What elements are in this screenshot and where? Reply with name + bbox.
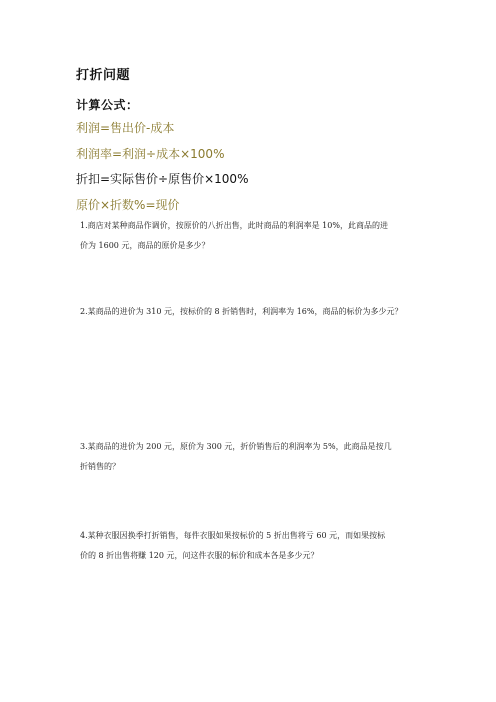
- problem-3-line-1: 3.某商品的进价为 200 元，原价为 300 元，折价销售后的利润率为 5%，此商品是按几: [80, 442, 392, 451]
- problem-4: [80, 526, 425, 566]
- problem-4-line-1: 4.某种衣服因换季打折销售，每件衣服如果按标价的 5 折出售将亏 60 元，而如果按标: [80, 531, 386, 540]
- problem-1: [80, 216, 425, 256]
- problem-2-line-1: 2.某商品的进价为 310 元，按标价的 8 折销售时，利润率为 16%，商品的标价为多少元？: [80, 307, 403, 316]
- problem-1-line-1: 1.商店对某种商品作调价，按原价的八折出售，此时商品的利润率是 10%，此商品的进: [80, 221, 388, 230]
- formula-profit: 利润=售出价-成本: [76, 121, 175, 135]
- problem-3: [80, 437, 425, 477]
- formula-original-price: 原价×折数%=现价: [76, 198, 180, 212]
- formula-profit-rate: 利润率=利润÷成本×100%: [76, 147, 225, 161]
- problem-1-line-2: 价为 1600 元，商品的原价是多少？: [80, 241, 210, 250]
- problem-3-line-2: 折销售的？: [80, 462, 120, 471]
- problem-4-line-2: 价的 8 折出售将赚 120 元，问这件衣服的标价和成本各是多少元？: [80, 551, 319, 560]
- formula-heading: 计算公式：: [76, 98, 139, 112]
- page-title: 打折问题: [76, 68, 131, 83]
- problem-2: [80, 302, 425, 322]
- formula-discount: 折扣=实际售价÷原售价×100%: [76, 172, 249, 186]
